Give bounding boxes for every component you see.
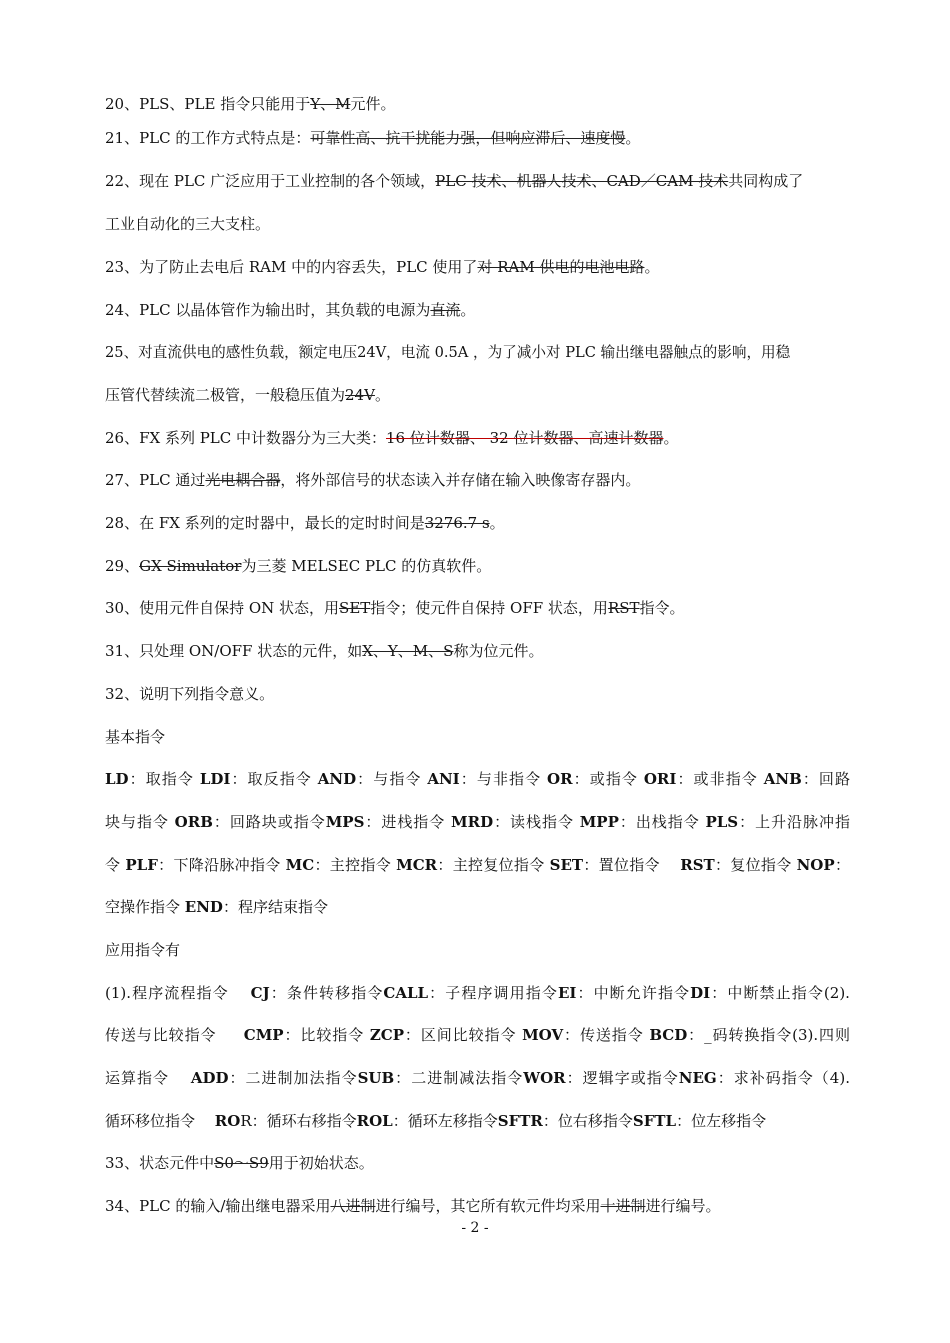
instruction-keyword: CALL — [383, 984, 429, 1002]
basic-line-2 — [105, 812, 850, 832]
instruction-description: ：复位指令 — [714, 856, 797, 874]
line-prefix: 运算指令 — [105, 1069, 191, 1087]
instruction-keyword: SFTL — [632, 1112, 677, 1130]
question-26: 26、FX 系列 PLC 中计数器分为三大类：16 位计数器、 32 位计数器、高速计数器。 — [105, 429, 679, 447]
instruction-keyword: SFTR — [497, 1112, 543, 1130]
instruction-keyword: ADD — [190, 1069, 229, 1087]
instruction-keyword: LDI — [199, 770, 231, 788]
question-32: 32、说明下列指令意义。 — [105, 685, 275, 703]
instruction-keyword: RST — [680, 856, 715, 874]
instruction-keyword: BCD — [649, 1026, 688, 1044]
question-21: 21、PLC 的工作方式特点是：可靠性高、抗干扰能力强，但响应滞后、速度慢。 — [105, 129, 641, 147]
answer-blank: 光电耦合器 — [205, 471, 281, 489]
basic-heading: 基本指令 — [105, 728, 166, 746]
instruction-keyword: CJ — [250, 984, 270, 1002]
instruction-description: ：条件转移指令 — [269, 984, 384, 1002]
instruction-keyword: NOP — [796, 856, 835, 874]
question-20: 20、PLS、PLE 指令只能用于Y、M元件。 — [105, 95, 396, 113]
basic-line-3 — [105, 855, 850, 875]
instruction-description: ：中断允许指令 — [576, 984, 691, 1002]
instruction-description: ：主控复位指令 — [437, 856, 550, 874]
answer-blank: 可靠性高、抗干扰能力强，但响应滞后、速度慢 — [310, 129, 626, 147]
app-heading: 应用指令有 — [105, 941, 181, 959]
answer-blank: SET — [339, 599, 371, 617]
instruction-description: ：回路 — [801, 770, 850, 788]
instruction-keyword: OR — [547, 770, 573, 788]
question-34: 34、PLC 的输入/输出继电器采用八进制进行编号，其它所有软元件均采用十进制进行编号。 — [105, 1197, 721, 1215]
question-31: 31、只处理 ON/OFF 状态的元件，如X、Y、M、S称为位元件。 — [105, 642, 544, 660]
instruction-keyword: MC — [285, 856, 315, 874]
instruction-description: R：循环右移指令 — [240, 1112, 357, 1130]
answer-blank: 直流 — [430, 301, 461, 319]
instruction-keyword: MPP — [579, 813, 619, 831]
instruction-description: ：比较指令 — [283, 1026, 370, 1044]
question-30: 30、使用元件自保持 ON 状态，用SET指令；使元件自保持 OFF 状态，用RST指令。 — [105, 599, 685, 617]
question-25: 25、对直流供电的感性负载，额定电压24V，电流 0.5A ，为了减小对 PLC 输出继电器触点的影响，用稳 — [105, 344, 791, 361]
instruction-description: ：逻辑字或指令 — [565, 1069, 679, 1087]
instruction-keyword: MPS — [325, 813, 365, 831]
instruction-keyword: ORI — [643, 770, 677, 788]
answer-blank: RST — [607, 599, 640, 617]
instruction-keyword: SET — [549, 856, 584, 874]
instruction-keyword: EI — [557, 984, 577, 1002]
instruction-description: ：传送指令 — [563, 1026, 650, 1044]
instruction-description: ：与非指令 — [459, 770, 548, 788]
instruction-keyword: MCR — [396, 856, 438, 874]
instruction-keyword: RO — [214, 1112, 241, 1130]
instruction-keyword: MOV — [522, 1026, 564, 1044]
answer-blank: PLC 技术、机器人技术、CAD／CAM 技术 — [435, 172, 729, 190]
instruction-keyword: ANB — [763, 770, 802, 788]
answer-blank: X、Y、M、S — [362, 642, 454, 660]
question-22: 22、现在 PLC 广泛应用于工业控制的各个领域，PLC 技术、机器人技术、CAD／CAM 技术共同构成了 — [105, 172, 804, 190]
instruction-keyword: DI — [690, 984, 711, 1002]
instruction-description: ：与指令 — [356, 770, 428, 788]
answer-blank: 八进制 — [330, 1197, 376, 1215]
instruction-description: ：上升沿脉冲指 — [738, 813, 850, 831]
answer-blank: GX Simulator — [139, 557, 242, 575]
line-prefix: 空操作指令 — [105, 898, 185, 916]
question-28: 28、在 FX 系列的定时器中，最长的定时时间是3276.7 s。 — [105, 514, 505, 532]
instruction-description: ：子程序调用指令 — [428, 984, 558, 1002]
instruction-keyword: SUB — [357, 1069, 395, 1087]
question-33: 33、状态元件中S0～S9用于初始状态。 — [105, 1154, 374, 1172]
instruction-keyword: ROL — [356, 1112, 393, 1130]
answer-blank: 十进制 — [600, 1197, 646, 1215]
instruction-keyword: PLF — [125, 856, 158, 874]
instruction-description: ：进栈指令 — [364, 813, 452, 831]
instruction-description: ：位左移指令 — [676, 1112, 767, 1130]
question-22-cont: 工业自动化的三大支柱。 — [105, 215, 271, 233]
app-line-2 — [105, 1025, 850, 1045]
app-line-4 — [105, 1111, 850, 1131]
instruction-description: ： — [834, 856, 850, 874]
line-prefix: 令 — [105, 856, 126, 874]
instruction-keyword: ORB — [174, 813, 213, 831]
line-prefix: 传送与比较指令 — [105, 1026, 244, 1044]
instruction-keyword: LD — [105, 770, 129, 788]
instruction-keyword: ANI — [427, 770, 460, 788]
instruction-keyword: CMP — [243, 1026, 284, 1044]
instruction-description: ：回路块或指令 — [212, 813, 326, 831]
instruction-description: ：出栈指令 — [618, 813, 706, 831]
app-line-1 — [105, 983, 850, 1003]
page-number: - 2 - — [461, 1220, 489, 1236]
answer-blank: S0～S9 — [214, 1154, 269, 1172]
answer-blank: 3276.7 s — [424, 514, 490, 532]
basic-line-1 — [105, 769, 850, 789]
instruction-description: ：置位指令 — [583, 856, 681, 874]
answer-blank: 16 位计数器、 32 位计数器、高速计数器 — [386, 429, 664, 447]
instruction-description: ：位右移指令 — [542, 1112, 633, 1130]
instruction-description: ：中断禁止指令(2). — [710, 984, 850, 1002]
instruction-description: ：读栈指令 — [493, 813, 580, 831]
instruction-description: ：下降沿脉冲指令 — [157, 856, 286, 874]
instruction-description: ：主控指令 — [314, 856, 397, 874]
instruction-description: ：_码转换指令(3).四则 — [687, 1026, 850, 1044]
instruction-description: ：区间比较指令 — [404, 1026, 523, 1044]
instruction-description: ：取指令 — [128, 770, 200, 788]
instruction-description: ：程序结束指令 — [222, 898, 328, 916]
question-29: 29、GX Simulator为三菱 MELSEC PLC 的仿真软件。 — [105, 557, 492, 575]
instruction-keyword: AND — [317, 770, 357, 788]
answer-blank: Y、M — [310, 95, 351, 113]
instruction-description: ：取反指令 — [230, 770, 318, 788]
instruction-description: ：二进制减法指令 — [394, 1069, 524, 1087]
instruction-keyword: PLS — [705, 813, 739, 831]
instruction-description: ：循环左移指令 — [392, 1112, 498, 1130]
app-line-3 — [105, 1068, 850, 1088]
instruction-description: ：或指令 — [572, 770, 644, 788]
instruction-description: ：求补码指令（4). — [716, 1069, 850, 1087]
question-27: 27、PLC 通过光电耦合器，将外部信号的状态读入并存储在输入映像寄存器内。 — [105, 471, 641, 489]
instruction-description: ：或非指令 — [676, 770, 764, 788]
line-prefix: 循环移位指令 — [105, 1112, 215, 1130]
answer-blank: 24V — [345, 386, 375, 404]
question-23: 23、为了防止去电后 RAM 中的内容丢失，PLC 使用了对 RAM 供电的电池电路。 — [105, 258, 660, 276]
instruction-keyword: ZCP — [369, 1026, 404, 1044]
instruction-keyword: NEG — [678, 1069, 717, 1087]
instruction-keyword: WOR — [523, 1069, 566, 1087]
answer-blank: 对 RAM 供电的电池电路 — [477, 258, 645, 276]
instruction-keyword: MRD — [451, 813, 494, 831]
instruction-description: ：二进制加法指令 — [228, 1069, 358, 1087]
question-24: 24、PLC 以晶体管作为输出时，其负载的电源为直流。 — [105, 301, 476, 319]
question-25-cont: 压管代替续流二极管，一般稳压值为24V。 — [105, 386, 390, 404]
basic-line-4 — [105, 897, 850, 917]
instruction-keyword: END — [184, 898, 223, 916]
line-prefix: 块与指令 — [105, 813, 175, 831]
line-prefix: (1).程序流程指令 — [105, 984, 251, 1002]
